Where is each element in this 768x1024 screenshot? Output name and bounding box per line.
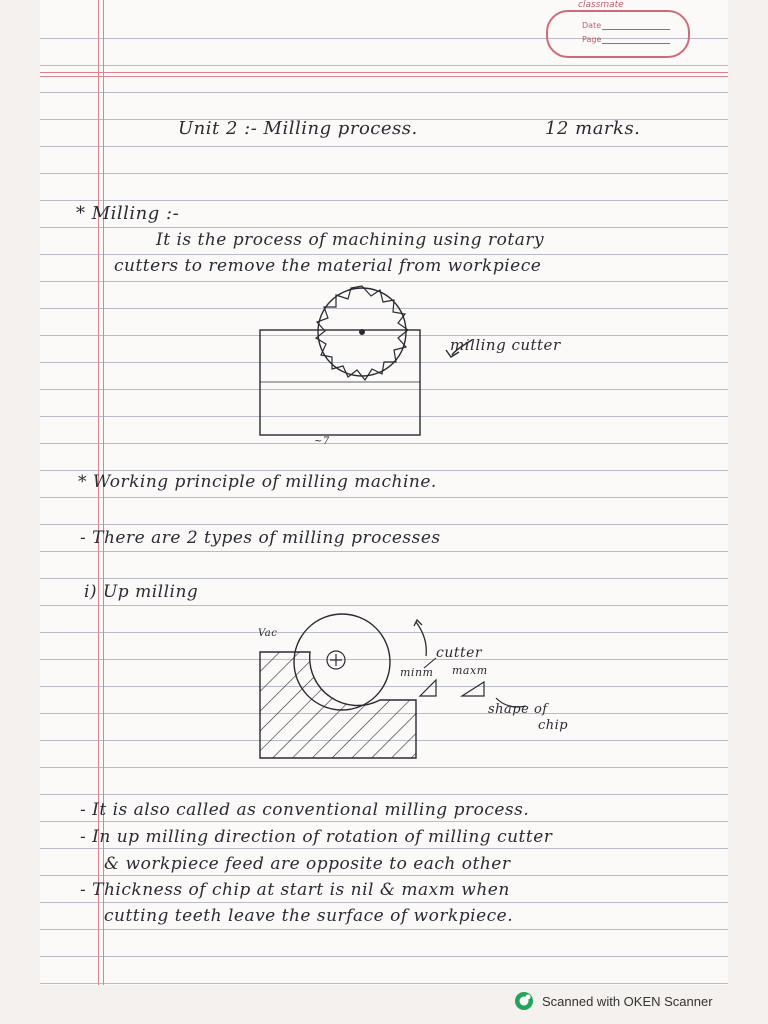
milling-cutter-diagram bbox=[240, 280, 640, 460]
stamp-date-label: Date bbox=[582, 21, 602, 30]
chip-shape-label-2: chip bbox=[538, 718, 569, 733]
notebook-page bbox=[40, 0, 728, 985]
types-bullet: - There are 2 types of milling processes bbox=[80, 528, 441, 548]
note-line-3: & workpiece feed are opposite to each other bbox=[104, 854, 511, 874]
classmate-stamp bbox=[546, 0, 690, 58]
vac-label: Vac bbox=[258, 628, 278, 639]
milling-cutter-label: milling cutter bbox=[450, 336, 561, 354]
min-label: minm bbox=[400, 666, 434, 679]
page-title: Unit 2 :- Milling process. bbox=[178, 118, 418, 139]
up-milling-diagram bbox=[240, 612, 660, 772]
up-milling-heading: i) Up milling bbox=[84, 582, 199, 602]
milling-heading: * Milling :- bbox=[76, 203, 180, 224]
note-line-5: cutting teeth leave the surface of workpiece. bbox=[104, 906, 514, 926]
marks-label: 12 marks. bbox=[545, 118, 641, 139]
chip-shape-label-1: shape of bbox=[488, 702, 548, 717]
cutter-label: cutter bbox=[436, 645, 483, 661]
note-line-2: - In up milling direction of rotation of milling cutter bbox=[80, 827, 553, 847]
stamp-page-label: Page bbox=[582, 35, 602, 44]
scanner-footer bbox=[514, 990, 713, 1012]
max-label: maxm bbox=[452, 664, 488, 677]
header-rule bbox=[40, 76, 728, 77]
stamp-brand: classmate bbox=[578, 0, 624, 10]
header-rule bbox=[40, 72, 728, 73]
definition-line-2: cutters to remove the material from workpiece bbox=[114, 256, 542, 276]
diagram-mark: ~7 bbox=[314, 436, 330, 447]
note-line-1: - It is also called as conventional milling process. bbox=[80, 800, 530, 820]
oken-scanner-logo-icon bbox=[514, 991, 534, 1011]
definition-line-1: It is the process of machining using rotary bbox=[156, 230, 545, 250]
working-principle-heading: * Working principle of milling machine. bbox=[78, 472, 437, 492]
note-line-4: - Thickness of chip at start is nil & maxm when bbox=[80, 880, 510, 900]
scanner-footer-text: Scanned with OKEN Scanner bbox=[542, 993, 713, 1009]
